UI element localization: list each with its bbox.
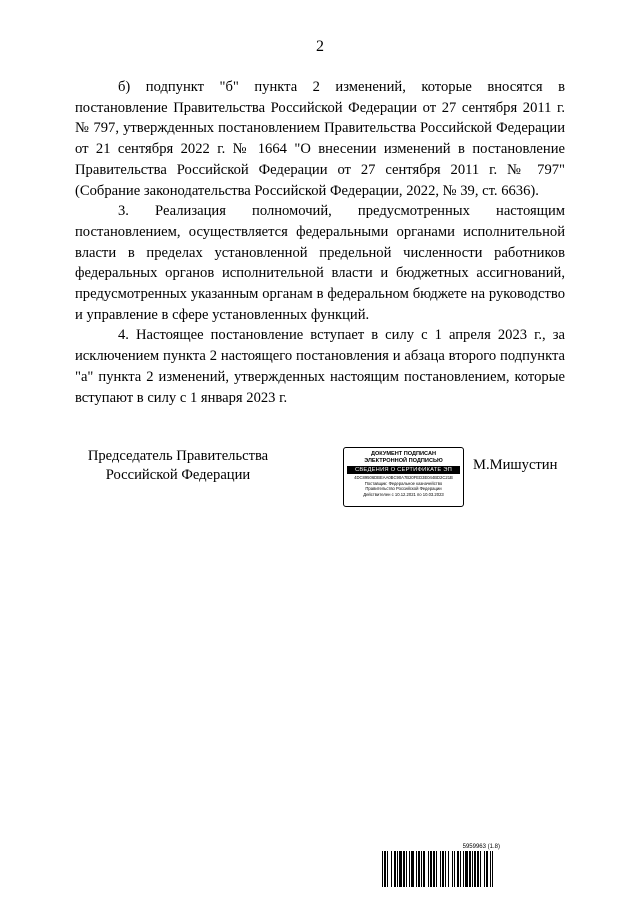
- paragraph-4: 4. Настоящее постановление вступает в силу с 1 апреля 2023 г., за исключением пункта 2 настоящего постановления и абзаца второго подпункта "а" пункта 2 изменений, утвержденных настоящим постановлением, которые вступают в силу с 1 января 2023 г.: [75, 327, 565, 406]
- stamp-owner-line2: Правительство Российской Федерации: [365, 486, 442, 492]
- stamp-certificate-band: СВЕДЕНИЯ О СЕРТИФИКАТЕ ЭП: [347, 466, 460, 474]
- barcode: [382, 851, 564, 887]
- barcode-block: [382, 843, 564, 887]
- signatory-title-line2: Российской Федерации: [105, 467, 251, 483]
- barcode-label: 5959963 (1.8): [462, 844, 500, 850]
- signatory-title: [78, 447, 278, 485]
- electronic-signature-stamp: [343, 447, 464, 507]
- paragraph-3: 3. Реализация полномочий, предусмотренных настоящим постановлением, осуществляется федеральными органами исполнительной власти в пределах установленной предельной численности работников федеральных органов исполнительной власти и бюджетных ассигнований, предусмотренных указанным органам в федеральном бюджете на руководство и управление в сфере установленных функций.: [75, 203, 565, 323]
- document-body: [75, 77, 565, 408]
- paragraph-subclause-b: б) подпункт "б" пункта 2 изменений, которые вносятся в постановление Правительства Российской Федерации от 27 сентября 2011 г. № 797, утвержденных постановлением Правительства Российской Федерации от 21 сентября 2022 г. № 1664 "О внесении изменений в постановление Правительства Российской Федерации от 27 сентября 2011 г. № 797" (Собрание законодательства Российской Федерации, 2022, № 39, ст. 6636).: [75, 79, 565, 199]
- stamp-owner-line1: Поставщик: Федеральное казначейство: [364, 480, 443, 486]
- stamp-line2: ЭЛЕКТРОННОЙ ПОДПИСЬЮ: [364, 458, 443, 464]
- signatory-title-line1: Председатель Правительства: [87, 448, 269, 464]
- stamp-validity: Действителен с 10.12.2021 по 10.03.2023: [363, 491, 444, 497]
- stamp-line1: ДОКУМЕНТ ПОДПИСАН: [370, 451, 437, 457]
- page-number: 2: [316, 38, 324, 55]
- stamp-serial: 4DC89506DBEAA0BC90A7B20FED3E044BD2C21B: [354, 475, 453, 480]
- signatory-name: М.Мишустин: [473, 457, 558, 473]
